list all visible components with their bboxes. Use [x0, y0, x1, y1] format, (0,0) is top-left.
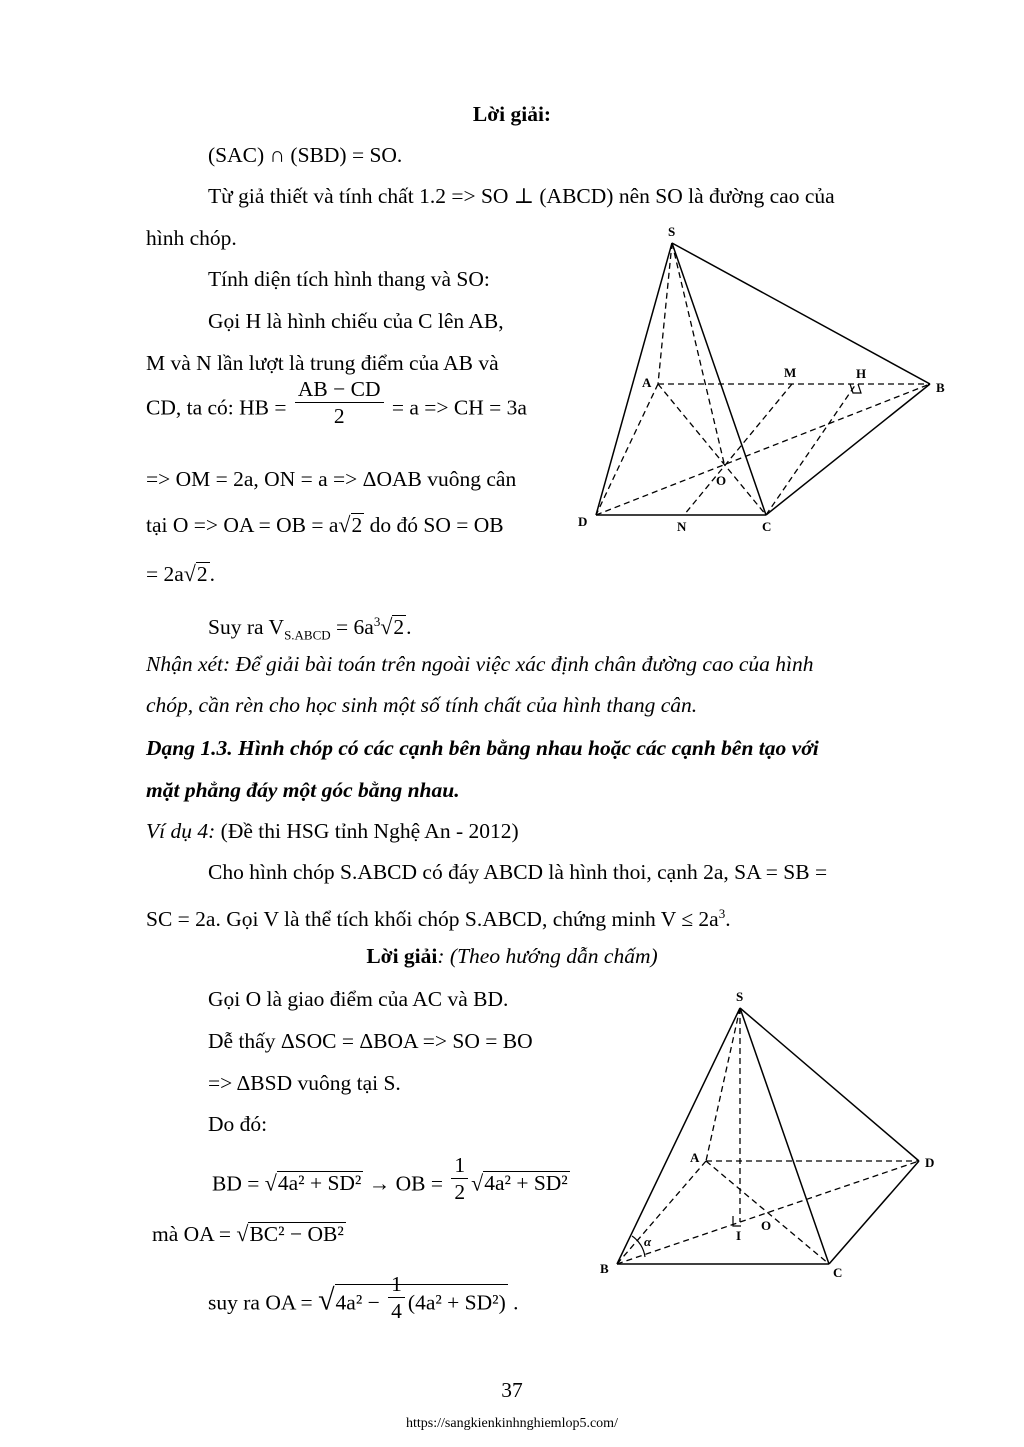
radical-sign: √: [380, 614, 393, 640]
fraction-denominator: 2: [333, 404, 345, 428]
fraction: [451, 1152, 468, 1205]
radicand: 2: [393, 615, 405, 640]
label-H: H: [856, 366, 867, 381]
example-line: [146, 817, 519, 845]
edge-SD: [596, 243, 672, 515]
example-source: (Đề thi HSG tỉnh Nghệ An - 2012): [215, 819, 519, 843]
text-line: M và N lần lượt là trung điểm của AB và: [146, 351, 499, 375]
label-B: B: [936, 380, 945, 395]
formula-so: = 2a√2.: [146, 561, 215, 586]
heading-italic: : (Theo hướng dẫn chấm): [437, 944, 658, 968]
fraction-numerator: AB − CD: [295, 376, 384, 403]
label-O: O: [716, 473, 727, 488]
formula-prefix: Suy ra V: [208, 615, 285, 640]
label-A: A: [642, 375, 652, 390]
radicand-part: (4a² + SD²): [407, 1290, 506, 1315]
formula-bd: [212, 1153, 570, 1205]
label-alpha: α: [644, 1234, 652, 1249]
label-C: C: [762, 519, 772, 534]
label-O: O: [761, 1218, 772, 1233]
radical-sign: √: [183, 561, 196, 586]
subscript: S.ABCD: [284, 627, 331, 643]
formula-mid: → OB =: [368, 1171, 443, 1196]
text-line: Do đó:: [208, 1112, 268, 1136]
radical-sign: √: [236, 1221, 249, 1246]
radicand: BC² − OB²: [249, 1222, 344, 1246]
edge-CB: [766, 384, 930, 515]
formula-prefix: BD =: [212, 1171, 260, 1196]
label-S: S: [736, 989, 744, 1004]
text-line: Từ giả thiết và tính chất 1.2 => SO ⊥ (ABCD) nên SO là đường cao của: [208, 184, 835, 208]
text-line: Gọi O là giao điểm của AC và BD.: [208, 987, 509, 1011]
formula-prefix: mà OA =: [152, 1222, 232, 1246]
diag-AC: [658, 384, 766, 515]
radical-sign: √: [318, 1283, 335, 1317]
edge-SA: [658, 243, 672, 384]
radical-sign: √: [471, 1170, 484, 1196]
remark-line: chóp, cần rèn cho học sinh một số tính chất của hình thang cân.: [146, 693, 698, 717]
text-line: Dễ thấy ΔSOC = ΔBOA => SO = BO: [208, 1029, 533, 1053]
page-number: 37: [501, 1378, 523, 1402]
text-line: (SAC) ∩ (SBD) = SO.: [208, 143, 403, 167]
section-title: mặt phẳng đáy một góc bằng nhau.: [146, 778, 460, 802]
solution-heading: [0, 942, 1024, 970]
seg-MN: [684, 384, 792, 515]
edge-SB: [617, 1008, 740, 1264]
label-I: I: [736, 1228, 742, 1243]
formula-suffix: = a => CH = 3a: [391, 395, 527, 420]
fraction-denominator: 4: [391, 1299, 402, 1323]
superscript: 3: [718, 906, 726, 921]
pyramid-figure-1: [570, 220, 970, 545]
edge-SA: [706, 1008, 740, 1161]
formula-prefix: = 2a: [146, 562, 184, 586]
seg-CH: [766, 384, 856, 515]
text-line: Gọi H là hình chiếu của C lên AB,: [208, 309, 504, 333]
formula-prefix: suy ra OA =: [208, 1290, 313, 1315]
formula-suffix: do đó SO = OB: [364, 513, 504, 537]
label-C: C: [833, 1265, 843, 1280]
diag-DB: [596, 384, 930, 515]
formula-prefix: tại O => OA = OB = a: [146, 513, 339, 537]
fraction: [388, 1271, 405, 1324]
label-A: A: [690, 1150, 700, 1165]
text-line: Cho hình chóp S.ABCD có đáy ABCD là hình thoi, cạnh 2a, SA = SB =: [208, 860, 828, 884]
text-line: SC = 2a. Gọi V là thể tích khối chóp S.ABCD, chứng minh $V \le 2a^3$.: [146, 906, 731, 932]
label-D: D: [578, 514, 588, 529]
text-line: hình chóp.: [146, 226, 237, 250]
text-segment: SC = 2a. Gọi V là thể tích khối chóp S.ABCD, chứng minh V ≤ 2a: [146, 907, 719, 932]
radical-sign: √: [264, 1170, 277, 1196]
remark-line: Nhận xét: Để giải bài toán trên ngoài việc xác định chân đường cao của hình: [146, 652, 814, 676]
fraction-numerator: 1: [388, 1271, 405, 1298]
fraction-denominator: 2: [454, 1180, 466, 1204]
label-S: S: [668, 224, 676, 239]
radical-sign: √: [338, 512, 351, 537]
formula-volume: Suy ra $V_{S.ABCD} = 6a^3√2$.: [208, 614, 412, 643]
radicand: 4a² + SD²: [484, 1171, 568, 1196]
radicand: 4a² + SD²: [277, 1171, 362, 1196]
heading-bold: Lời giải: [366, 944, 438, 968]
radicand: 2: [196, 562, 208, 586]
fraction-numerator: 1: [451, 1152, 468, 1179]
edge-SB: [672, 243, 930, 384]
example-label: Ví dụ 4:: [146, 819, 216, 843]
pyramid-figure-2: [590, 985, 950, 1285]
label-B: B: [600, 1261, 609, 1276]
edge-AB: [617, 1161, 706, 1264]
label-N: N: [677, 519, 687, 534]
formula-oa: [152, 1220, 346, 1248]
formula-oa-result: suy ra OA = √4a² − $\frac{1}{4}$ (4a² + SD²) .: [208, 1272, 519, 1323]
right-angle-mark: [850, 384, 861, 393]
text-line: => ΔBSD vuông tại S.: [208, 1071, 401, 1095]
formula-oa-ob: [146, 511, 504, 539]
footer-url[interactable]: https://sangkienkinhnghiemlop5.com/: [406, 1416, 618, 1431]
section-title: Dạng 1.3. Hình chóp có các cạnh bên bằng nhau hoặc các cạnh bên tạo với: [146, 736, 819, 760]
radicand: 2: [351, 513, 363, 537]
text-line: Tính diện tích hình thang và SO:: [208, 267, 490, 291]
formula-hb: [146, 377, 527, 429]
text-line: => OM = 2a, ON = a => ΔOAB vuông cân: [146, 467, 517, 491]
fraction: [295, 376, 384, 429]
edge-SO: [672, 243, 724, 463]
formula-mid: = 6a: [330, 615, 374, 640]
label-D: D: [925, 1155, 935, 1170]
solution-heading: Lời giải:: [472, 102, 552, 126]
formula-prefix: CD, ta có: HB =: [146, 395, 287, 420]
radicand-part: 4a² −: [335, 1290, 380, 1315]
label-M: M: [784, 365, 797, 380]
superscript: 3: [373, 614, 381, 629]
